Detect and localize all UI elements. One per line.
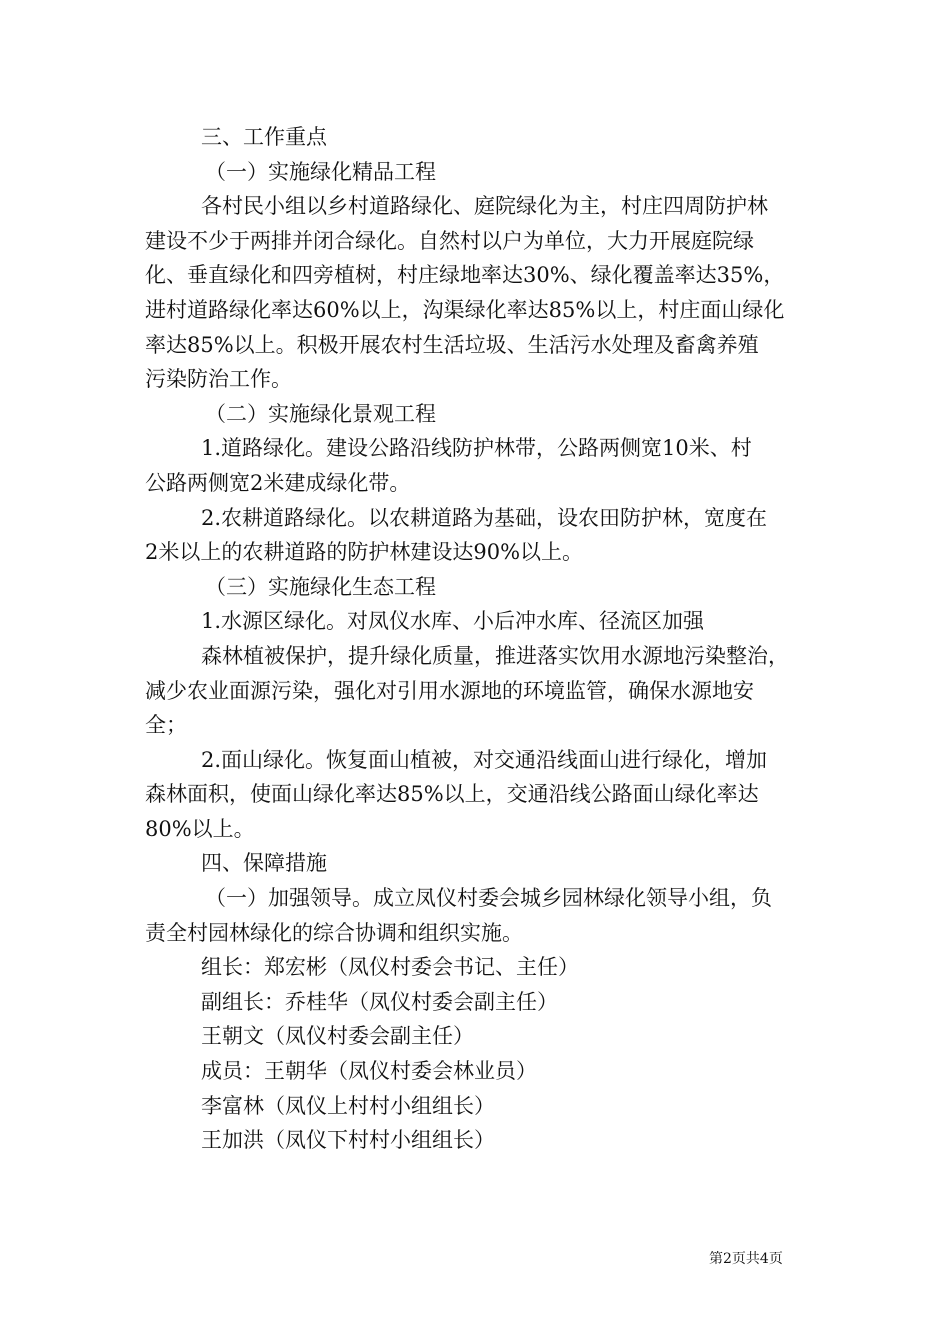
paragraph-line: 建设不少于两排并闭合绿化。自然村以户为单位，大力开展庭院绿 (145, 228, 754, 253)
paragraph-line: 森林植被保护，提升绿化质量，推进落实饮用水源地污染整治， (201, 643, 789, 668)
subsection-heading: （一）实施绿化精品工程 (205, 159, 436, 184)
paragraph-line: 1.水源区绿化。对凤仪水库、小后冲水库、径流区加强 (201, 609, 705, 634)
member-line: 王朝文（凤仪村委会副主任） (201, 1024, 474, 1049)
paragraph-line: 森林面积，使面山绿化率达85%以上，交通沿线公路面山绿化率达 (145, 782, 759, 807)
paragraph-line: 减少农业面源污染，强化对引用水源地的环境监管，确保水源地安 (145, 678, 754, 703)
member-line: 组长：郑宏彬（凤仪村委会书记、主任） (201, 955, 579, 980)
document-body (145, 120, 810, 1158)
paragraph-line: 1.道路绿化。建设公路沿线防护林带，公路两侧宽10米、村 (201, 436, 752, 461)
paragraph-line: 率达85%以上。积极开展农村生活垃圾、生活污水处理及畜禽养殖 (145, 332, 759, 357)
subsection-heading: （二）实施绿化景观工程 (205, 401, 436, 426)
section-heading: 四、保障措施 (201, 851, 327, 876)
page-number: 第2页共4页 (709, 1251, 783, 1267)
member-line: 李富林（凤仪上村村小组组长） (201, 1093, 495, 1118)
paragraph-line: 污染防治工作。 (145, 367, 292, 392)
paragraph-line: 80%以上。 (145, 816, 255, 841)
subsection-heading: （三）实施绿化生态工程 (205, 574, 436, 599)
paragraph-line: 2米以上的农耕道路的防护林建设达90%以上。 (145, 540, 584, 565)
member-line: 成员：王朝华（凤仪村委会林业员） (201, 1059, 537, 1084)
paragraph-line: 化、垂直绿化和四旁植树，村庄绿地率达30%、绿化覆盖率达35%， (145, 263, 785, 288)
paragraph-line: 全； (145, 713, 187, 738)
paragraph-line: 进村道路绿化率达60%以上，沟渠绿化率达85%以上，村庄面山绿化 (145, 297, 785, 322)
paragraph-line: 各村民小组以乡村道路绿化、庭院绿化为主，村庄四周防护林 (201, 194, 768, 219)
member-line: 王加洪（凤仪下村村小组组长） (201, 1128, 495, 1153)
paragraph-line: （一）加强领导。成立凤仪村委会城乡园林绿化领导小组，负 (205, 886, 772, 911)
paragraph-line: 责全村园林绿化的综合协调和组织实施。 (145, 920, 523, 945)
paragraph-line: 2.面山绿化。恢复面山植被，对交通沿线面山进行绿化，增加 (201, 747, 768, 772)
section-heading: 三、工作重点 (201, 125, 327, 149)
member-line: 副组长：乔桂华（凤仪村委会副主任） (201, 989, 558, 1014)
paragraph-line: 2.农耕道路绿化。以农耕道路为基础，设农田防护林，宽度在 (201, 505, 768, 530)
paragraph-line: 公路两侧宽2米建成绿化带。 (145, 470, 411, 495)
